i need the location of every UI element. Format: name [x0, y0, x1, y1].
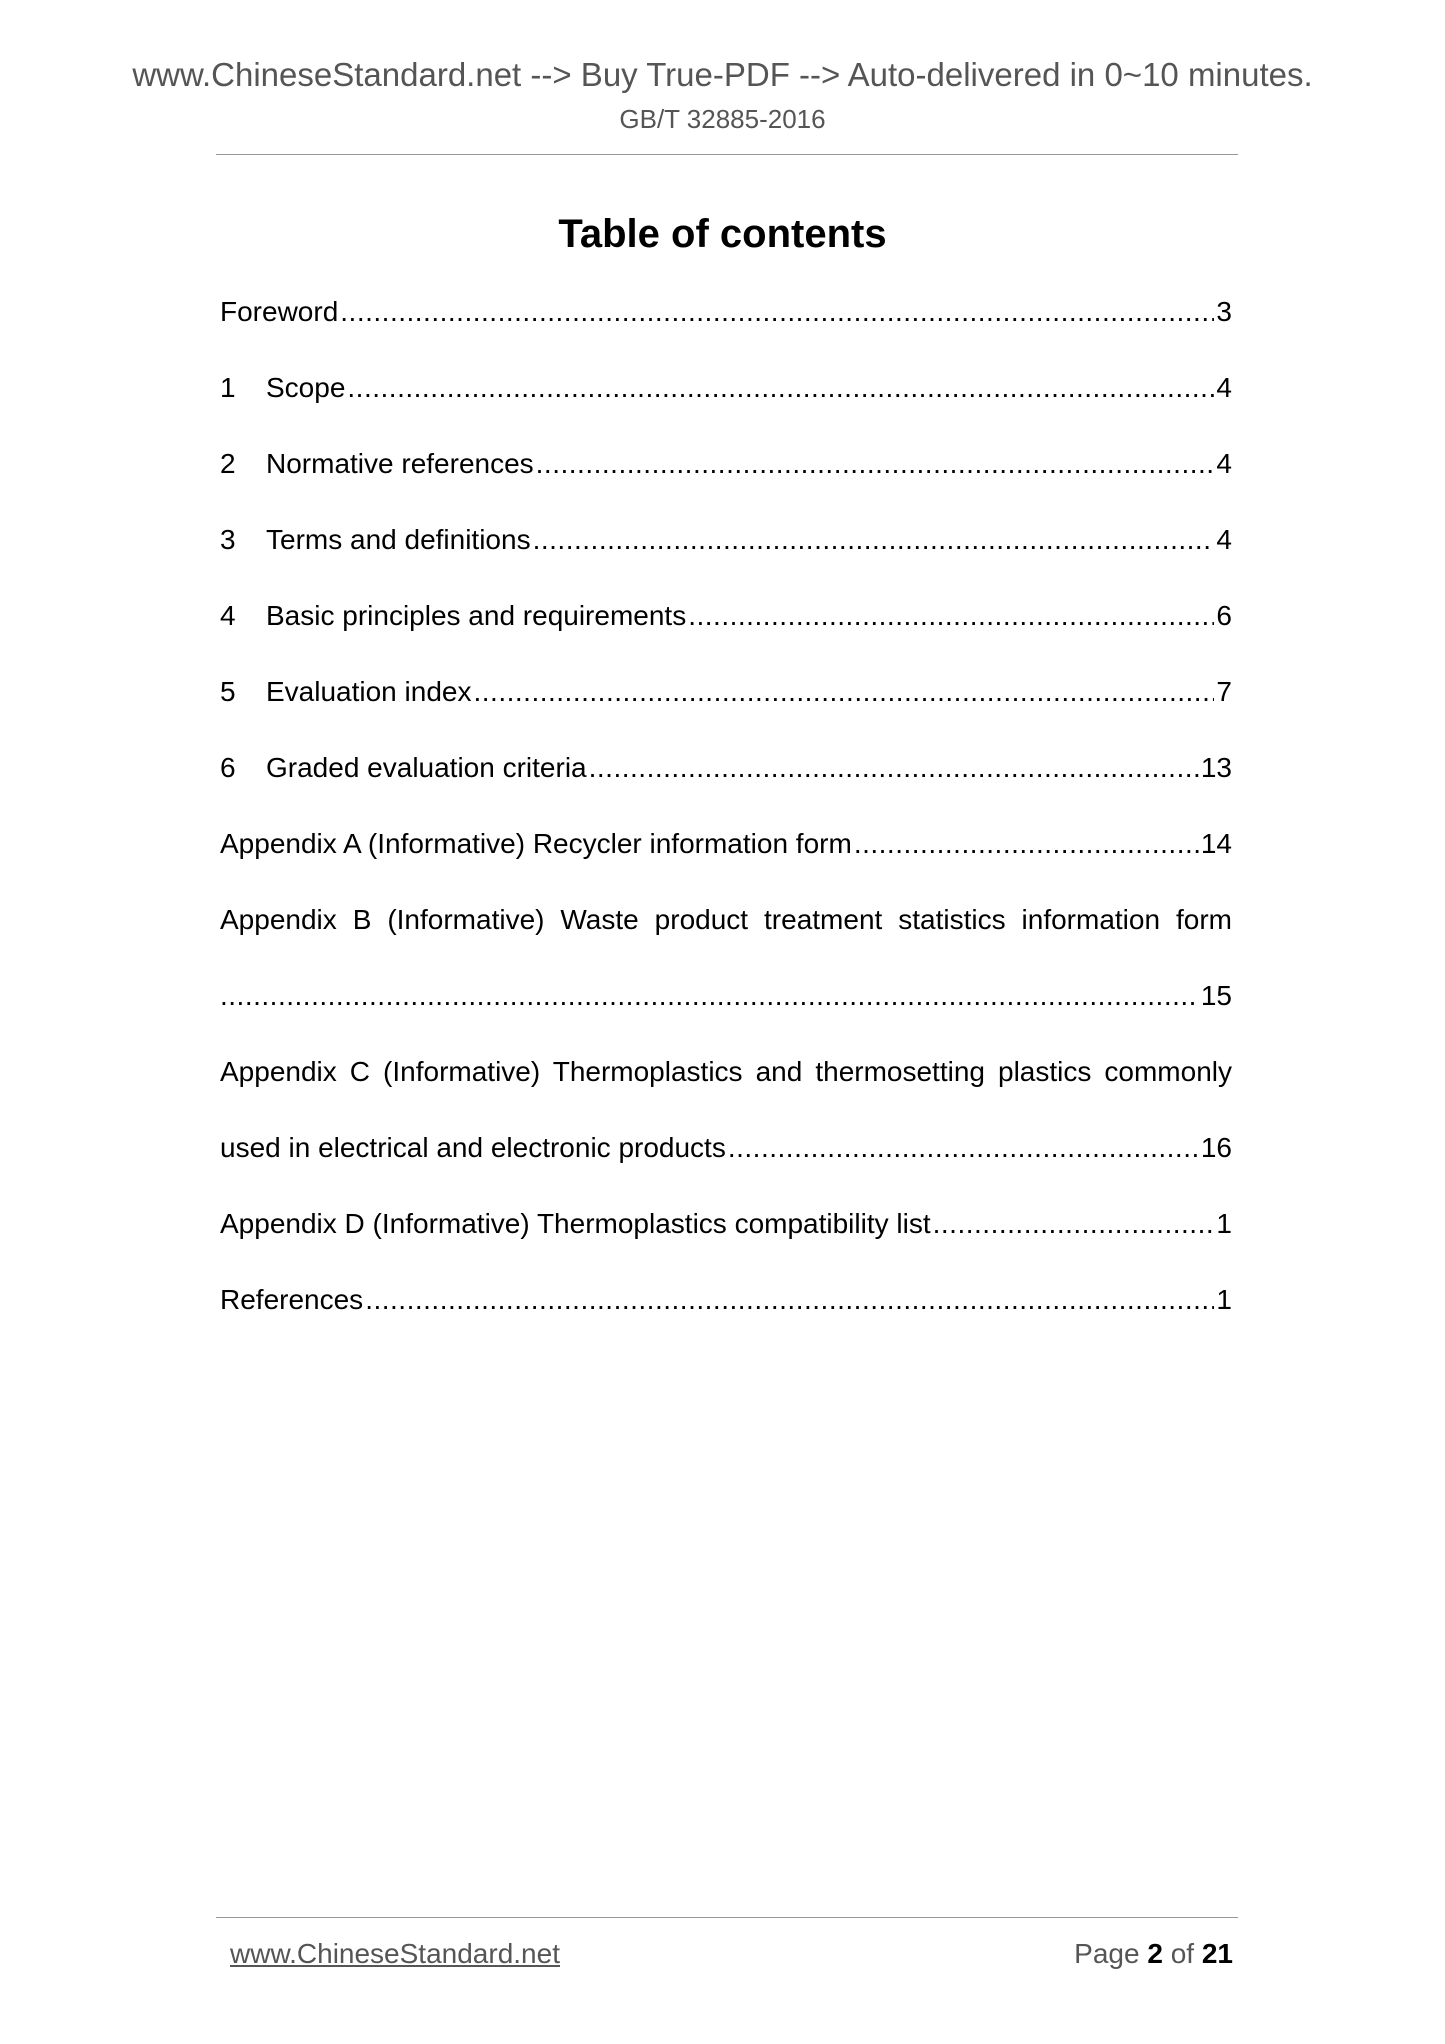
toc-dot-leader — [473, 666, 1214, 718]
toc-entry-scope[interactable] — [220, 362, 1232, 438]
toc-entry-appendix-c[interactable] — [220, 1046, 1232, 1122]
toc-entry-appendix-b-continued[interactable] — [220, 970, 1232, 1046]
toc-entry-number: 5 — [220, 676, 236, 707]
toc-entry-basic-principles[interactable] — [220, 590, 1232, 666]
toc-entry-normative-references[interactable] — [220, 438, 1232, 514]
toc-entry-page: 1 — [1216, 1208, 1232, 1239]
toc-entry-label: Appendix C (Informative) Thermoplastics and thermosetting plastics commonly — [220, 1056, 1232, 1087]
toc-entry-page: 6 — [1216, 600, 1232, 631]
toc-entry-label: Appendix A (Informative) Recycler information form — [220, 828, 852, 859]
toc-entry-number: 4 — [220, 600, 236, 631]
toc-dot-leader — [854, 818, 1199, 870]
toc-entry-label: Appendix B (Informative) Waste product treatment statistics information form — [220, 904, 1232, 935]
toc-entry-page: 15 — [1200, 980, 1232, 1011]
toc-entry-label: Evaluation index — [266, 676, 472, 707]
toc-entry-label: Terms and definitions — [266, 524, 531, 555]
toc-entry-appendix-c-continued[interactable] — [220, 1122, 1232, 1198]
toc-entry-label: Basic principles and requirements — [266, 600, 687, 631]
toc-entry-page: 4 — [1216, 372, 1232, 403]
toc-entry-evaluation-index[interactable] — [220, 666, 1232, 742]
toc-entry-terms-definitions[interactable] — [220, 514, 1232, 590]
toc-entry-foreword[interactable] — [220, 286, 1232, 362]
toc-entry-appendix-d[interactable] — [220, 1198, 1232, 1274]
toc-dot-leader — [220, 970, 1199, 1022]
toc-dot-leader — [589, 742, 1199, 794]
toc-entry-number: 2 — [220, 448, 236, 479]
page-number — [1074, 1938, 1233, 1970]
toc-entry-appendix-b[interactable] — [220, 894, 1232, 970]
toc-entry-references[interactable] — [220, 1274, 1232, 1350]
toc-entry-number: 6 — [220, 752, 236, 783]
toc-entry-page: 4 — [1216, 448, 1232, 479]
toc-entry-page: 4 — [1216, 524, 1232, 555]
toc-entry-appendix-a[interactable] — [220, 818, 1232, 894]
toc-entry-label: Foreword — [220, 296, 339, 327]
toc-entry-label-continued: used in electrical and electronic products — [220, 1132, 726, 1163]
header-divider — [216, 154, 1238, 155]
toc-entry-number: 3 — [220, 524, 236, 555]
page-title: Table of contents — [558, 212, 887, 256]
table-of-contents — [220, 286, 1232, 1350]
toc-entry-page: 7 — [1216, 676, 1232, 707]
current-page: 2 — [1147, 1938, 1163, 1969]
header-banner: www.ChineseStandard.net --> Buy True-PDF --> Auto-delivered in 0~10 minutes. — [132, 56, 1313, 93]
toc-dot-leader — [536, 438, 1215, 490]
toc-dot-leader — [728, 1122, 1199, 1174]
standard-code: GB/T 32885-2016 — [619, 104, 826, 134]
toc-entry-page: 3 — [1216, 296, 1232, 327]
toc-entry-page: 13 — [1200, 752, 1232, 783]
page-of: of — [1170, 1938, 1195, 1969]
toc-entry-label: References — [220, 1284, 364, 1315]
toc-dot-leader — [933, 1198, 1215, 1250]
toc-dot-leader — [533, 514, 1215, 566]
toc-dot-leader — [340, 286, 1214, 338]
toc-dot-leader — [347, 362, 1214, 414]
toc-entry-number: 1 — [220, 372, 236, 403]
toc-entry-label: Scope — [266, 372, 346, 403]
footer-website-link[interactable]: www.ChineseStandard.net — [230, 1938, 560, 1969]
page-prefix: Page — [1074, 1938, 1140, 1969]
toc-entry-label: Normative references — [266, 448, 534, 479]
footer-divider — [216, 1917, 1238, 1918]
toc-entry-label: Graded evaluation criteria — [266, 752, 587, 783]
toc-entry-page: 1 — [1216, 1284, 1232, 1315]
total-pages: 21 — [1201, 1938, 1233, 1969]
toc-dot-leader — [365, 1274, 1214, 1326]
toc-dot-leader — [688, 590, 1214, 642]
toc-entry-page: 16 — [1200, 1132, 1232, 1163]
toc-entry-page: 14 — [1200, 828, 1232, 859]
toc-entry-graded-criteria[interactable] — [220, 742, 1232, 818]
toc-entry-label: Appendix D (Informative) Thermoplastics compatibility list — [220, 1208, 931, 1239]
